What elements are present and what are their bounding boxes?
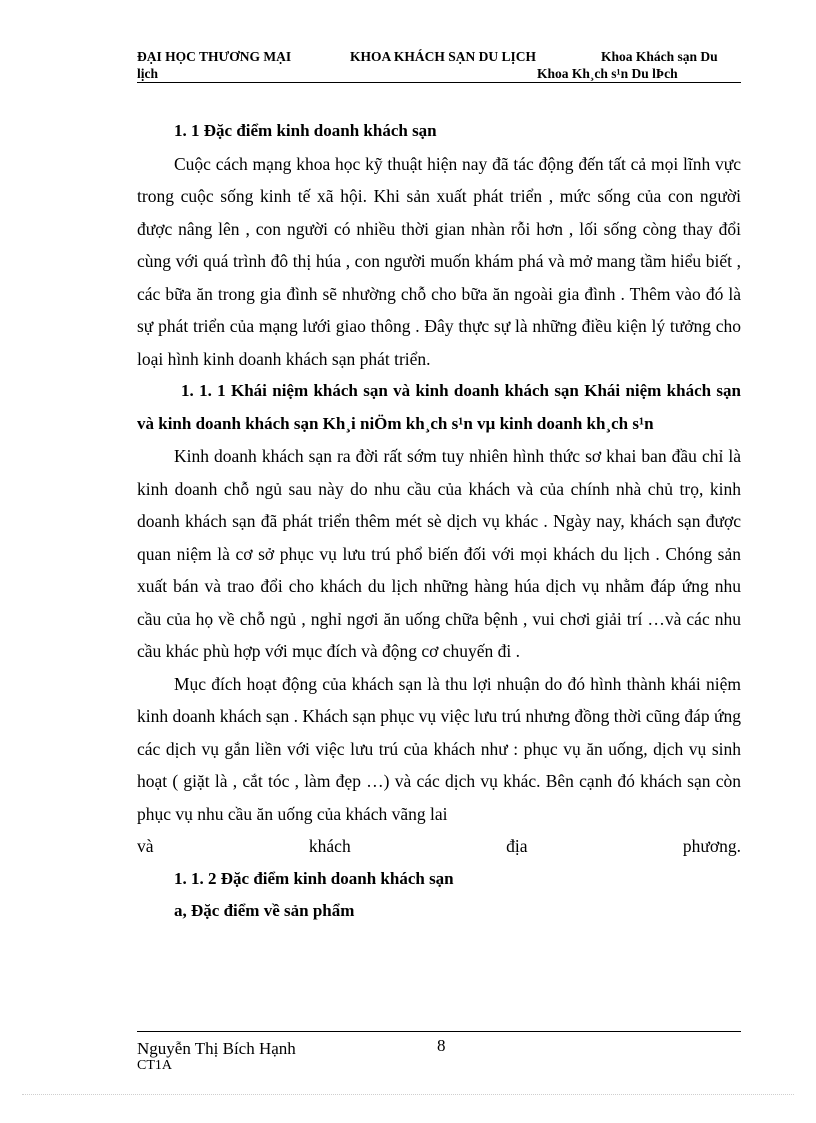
subsection-paragraph: Mục đích hoạt động của khách sạn là thu lợi nhuận do đó hình thành khái niệm kinh doanh khách sạn . Khách sạn phục vụ việc lưu trú nhưng đồng thời cũng đáp ứng các dịch vụ gắn liền với việc lưu trú của khách như : phục vụ ăn uống, dịch vụ sinh hoạt ( giặt là , cắt tóc , làm đẹp …) và các dịch vụ khác. Bên cạnh đó khách sạn còn phục vụ nhu cầu ăn uống của khách vãng lai xyxy=(137,673,741,824)
header-faculty: KHOA KHÁCH SẠN DU LỊCH xyxy=(350,49,537,64)
page-boundary xyxy=(22,1094,794,1095)
section-heading: 1. 1 Đặc điểm kinh doanh khách sạn xyxy=(174,121,437,140)
page-number: 8 xyxy=(437,1036,446,1055)
footer-author: Nguyễn Thị Bích Hạnh xyxy=(137,1039,296,1058)
header-divider xyxy=(137,82,741,83)
last-line-word: địa xyxy=(506,836,528,856)
header-row-continued xyxy=(137,65,740,82)
header-row xyxy=(137,48,740,65)
header-faculty-alt: Khoa Khách sạn Du xyxy=(601,49,718,64)
footer-divider xyxy=(137,1031,741,1032)
header-faculty-garbled: Khoa Kh¸ch s¹n Du lÞch xyxy=(537,66,678,81)
footer-class: CT1A xyxy=(137,1058,172,1073)
page-body xyxy=(137,115,741,928)
page-header xyxy=(137,48,740,82)
header-faculty-alt-continued: lịch xyxy=(137,66,159,81)
header-university: ĐẠI HỌC THƯƠNG MẠI xyxy=(137,49,292,64)
subsection-heading: 1. 1. 2 Đặc điểm kinh doanh khách sạn xyxy=(174,868,454,888)
last-line-word: khách xyxy=(308,836,351,856)
subsection-paragraph: Kinh doanh khách sạn ra đời rất sớm tuy nhiên hình thức sơ khai ban đầu chỉ là kinh doanh chỗ ngủ sau này do nhu cầu của khách và của chính nhà chủ trọ, kinh doanh khách sạn đã phát triển thêm mét sè dịch vụ khác . Ngày nay, khách sạn được quan niệm là cơ sở phục vụ lưu trú phổ biến đối với mọi khách du lịch . Chóng sản xuất bán và trao đổi cho khách du lịch những hàng húa dịch vụ nhằm đáp ứng nhu cầu của họ về chỗ ngủ , nghỉ ngơi ăn uống chữa bệnh , vui chơi giải trí …và các nhu cầu khác phù hợp với mục đích và động cơ chuyến đi . xyxy=(137,446,741,661)
sub-heading: a, Đặc điểm về sản phẩm xyxy=(174,901,355,920)
subsection-heading: 1. 1. 1 Khái niệm khách sạn và kinh doanh khách sạn Khái niệm khách sạn và kinh doanh khách sạn Kh¸i niÖm kh¸ch s¹n vµ kinh doanh kh¸ch s¹n xyxy=(137,381,741,433)
section-paragraph: Cuộc cách mạng khoa học kỹ thuật hiện nay đã tác động đến tất cả mọi lĩnh vực trong cuộc sống kinh tế xã hội. Khi sản xuất phát triển , mức sống của con người được nâng lên , con người có nhiều thời gian nhàn rỗi hơn , lối sống còng thay đổi cùng với quá trình đô thị húa , con người muốn khám phá và mở mang tầm hiểu biết , các bữa ăn trong gia đình sẽ nhường chỗ cho bữa ăn ngoài gia đình . Thêm vào đó là sự phát triển của mạng lưới giao thông . Đây thực sự là những điều kiện lý tưởng cho loại hình kinh doanh khách sạn phát triển. xyxy=(137,153,741,369)
last-line-word: phương. xyxy=(682,836,741,856)
last-line-word: và xyxy=(137,836,154,856)
paragraph-last-line xyxy=(137,830,741,863)
